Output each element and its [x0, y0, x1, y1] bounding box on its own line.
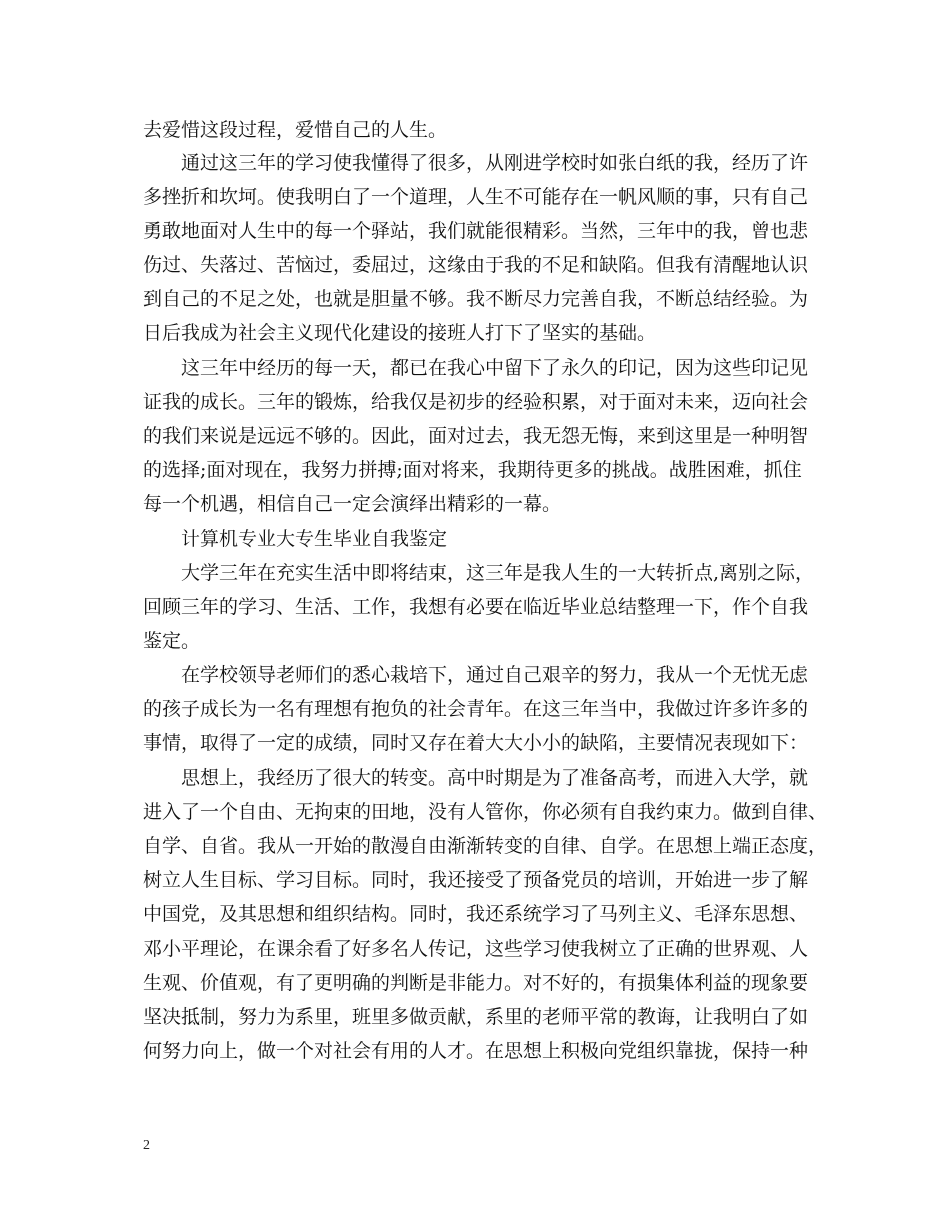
text-line: 勇敢地面对人生中的每一个驿站，我们就能很精彩。当然，三年中的我，曾也悲 [143, 220, 809, 242]
text-line: 每一个机遇，相信自己一定会演绎出精彩的一幕。 [143, 493, 562, 515]
text-line: 自学、自省。我从一开始的散漫自由渐渐转变的自律、自学。在思想上端正态度， [143, 835, 828, 857]
text-line: 回顾三年的学习、生活、工作，我想有必要在临近毕业总结整理一下，作个自我 [143, 596, 809, 618]
text-line: 邓小平理论，在课余看了好多名人传记，这些学习使我树立了正确的世界观、人 [143, 938, 809, 960]
text-line: 去爱惜这段过程，爱惜自己的人生。 [143, 119, 448, 141]
text-line: 的选择;面对现在，我努力拼搏;面对将来，我期待更多的挑战。战胜困难，抓住 [143, 459, 802, 481]
text-line: 树立人生目标、学习目标。同时，我还接受了预备党员的培训，开始进一步了解 [143, 869, 809, 891]
paragraph-start-line: 通过这三年的学习使我懂得了很多，从刚进学校时如张白纸的我，经历了许 [181, 152, 809, 174]
text-line: 中国党，及其思想和组织结构。同时，我还系统学习了马列主义、毛泽东思想、 [143, 903, 809, 925]
paragraph-start-line: 在学校领导老师们的悉心栽培下，通过自己艰辛的努力，我从一个无忧无虑 [181, 664, 809, 686]
text-line: 的我们来说是远远不够的。因此，面对过去，我无怨无悔，来到这里是一种明智 [143, 425, 809, 447]
paragraph-start-line: 大学三年在充实生活中即将结束，这三年是我人生的一大转折点,离别之际， [181, 562, 815, 584]
section-heading: 计算机专业大专生毕业自我鉴定 [181, 528, 448, 550]
page-number: 2 [143, 1138, 150, 1153]
text-line: 鉴定。 [143, 630, 201, 652]
text-line: 伤过、失落过、苦恼过，委屈过，这缘由于我的不足和缺陷。但我有清醒地认识 [143, 254, 809, 276]
text-line: 进入了一个自由、无拘束的田地，没有人管你，你必须有自我约束力。做到自律、 [143, 801, 828, 823]
text-line: 何努力向上，做一个对社会有用的人才。在思想上积极向党组织靠拢，保持一种 [143, 1040, 809, 1062]
text-line: 的孩子成长为一名有理想有抱负的社会青年。在这三年当中，我做过许多许多的 [143, 698, 809, 720]
text-line: 事情，取得了一定的成绩，同时又存在着大大小小的缺陷，主要情况表现如下： [143, 732, 809, 754]
text-line: 日后我成为社会主义现代化建设的接班人打下了坚实的基础。 [143, 322, 657, 344]
paragraph-start-line: 思想上，我经历了很大的转变。高中时期是为了准备高考，而进入大学，就 [181, 767, 809, 789]
paragraph-start-line: 这三年中经历的每一天，都已在我心中留下了永久的印记，因为这些印记见 [181, 357, 809, 379]
text-line: 坚决抵制，努力为系里，班里多做贡献，系里的老师平常的教诲，让我明白了如 [143, 1006, 809, 1028]
text-line: 生观、价值观，有了更明确的判断是非能力。对不好的，有损集体利益的现象要 [143, 972, 809, 994]
text-line: 证我的成长。三年的锻炼，给我仅是初步的经验积累，对于面对未来，迈向社会 [143, 391, 809, 413]
text-line: 多挫折和坎坷。使我明白了一个道理，人生不可能存在一帆风顺的事，只有自己 [143, 186, 809, 208]
text-line: 到自己的不足之处，也就是胆量不够。我不断尽力完善自我，不断总结经验。为 [143, 288, 809, 310]
